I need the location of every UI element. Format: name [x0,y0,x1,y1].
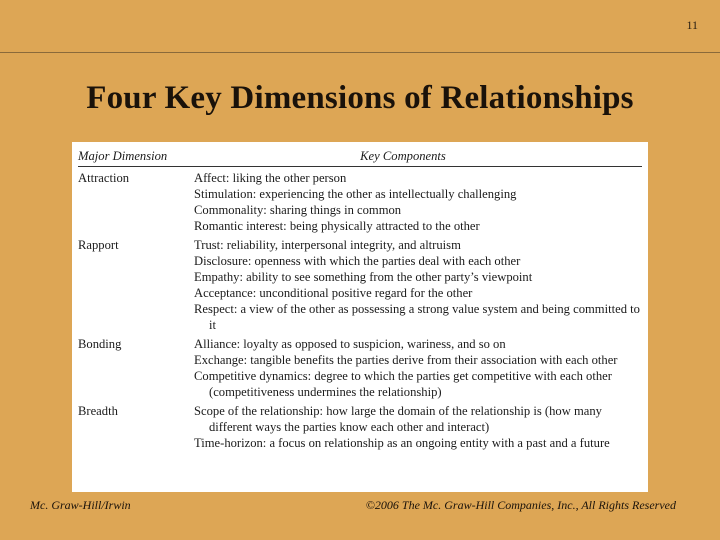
table-row [78,237,642,333]
dimensions-table [72,142,648,492]
component-item: Respect: a view of the other as possessing a strong value system and being committed to it [194,302,640,332]
dimension-label: Attraction [78,171,130,185]
dimension-label: Breadth [78,404,118,418]
component-item: Empathy: ability to see something from the other party’s viewpoint [194,270,533,284]
slide-title: Four Key Dimensions of Relationships [86,80,634,116]
component-item: Scope of the relationship: how large the domain of the relationship is (how many different ways the parties know each other and interact) [194,404,602,434]
component-item: Romantic interest: being physically attracted to the other [194,219,480,233]
component-item: Alliance: loyalty as opposed to suspicion, wariness, and so on [194,337,506,351]
component-item: Commonality: sharing things in common [194,203,402,217]
footer-publisher: Mc. Graw-Hill/Irwin [30,498,131,512]
table-row [78,170,642,234]
table-row [78,336,642,400]
component-item: Acceptance: unconditional positive regard for the other [194,286,473,300]
components-list [194,237,642,333]
table-row [78,403,642,451]
component-item: Stimulation: experiencing the other as intellectually challenging [194,187,517,201]
dimension-label: Bonding [78,337,122,351]
slide-number: 11 [686,18,698,32]
component-item: Time-horizon: a focus on relationship as an ongoing entity with a past and a future [194,436,610,450]
component-item: Exchange: tangible benefits the parties derive from their association with each other [194,353,618,367]
components-list [194,170,642,234]
component-item: Trust: reliability, interpersonal integrity, and altruism [194,238,461,252]
header-key-components: Key Components [360,149,446,163]
table-header [78,148,642,167]
header-major-dimension: Major Dimension [78,149,168,163]
components-list [194,403,642,451]
header-rule [0,52,720,53]
component-item: Competitive dynamics: degree to which the parties get competitive with each other (competitiveness undermines the relationship) [194,369,612,399]
components-list [194,336,642,400]
dimension-label: Rapport [78,238,119,252]
footer-copyright: ©2006 The Mc. Graw-Hill Companies, Inc., All Rights Reserved [365,498,676,512]
component-item: Affect: liking the other person [194,171,347,185]
component-item: Disclosure: openness with which the parties deal with each other [194,254,521,268]
